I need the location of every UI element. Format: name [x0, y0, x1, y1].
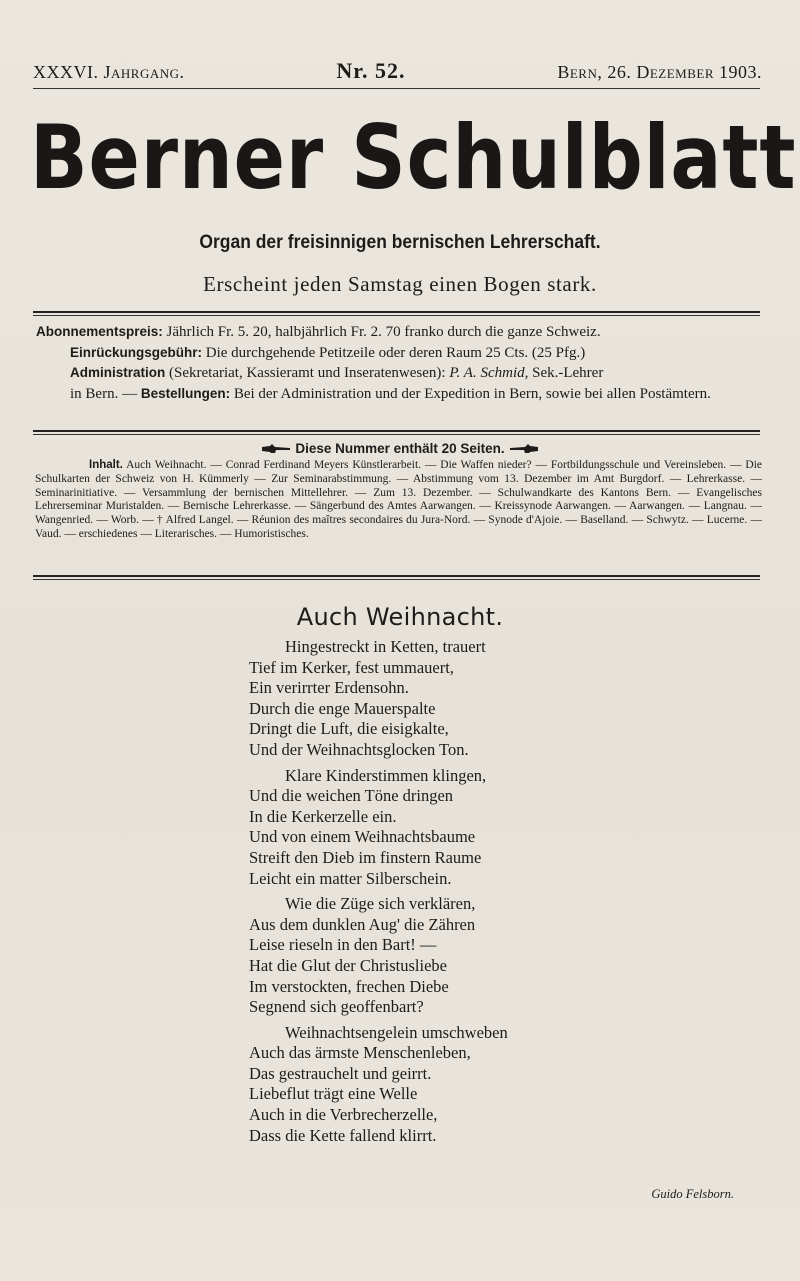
orders-line — [36, 384, 762, 405]
poem-stanza — [249, 1023, 508, 1147]
insertion-fee-label: Einrückungsgebühr: — [70, 344, 203, 360]
administrator-name: P. A. Schmid, — [449, 365, 529, 381]
header-divider-bottom — [33, 315, 760, 316]
administration-text: (Sekretariat, Kassieramt und Inseratenwesen): — [169, 365, 446, 381]
newspaper-subtitle: Organ der freisinnigen bernischen Lehrerschaft. — [199, 232, 601, 253]
poem-line: Und von einem Weihnachtsbaume — [249, 827, 476, 847]
info-divider-top — [33, 430, 760, 432]
poem-author: Guido Felsborn. — [651, 1187, 734, 1201]
contents-divider-bottom — [33, 579, 760, 580]
contents-text: Auch Weihnacht. — Conrad Ferdinand Meyers Künstlerarbeit. — Die Waffen nieder? — Fortbildungsschule und Vereinsleben. — Die Schulkarten der Schweiz von H. Kümmerly — Zur Seminarabstimmung. — Abstimmung vom 13. Dezember im Amt Burgdorf. — Lehrerkasse. — Seminarinitiative. — Versammlung der bernischen Mittellehrer. — Zum 13. Dezember. — Schulwandkarte des Kantons Bern. — Evangelisches Lehrerseminar Muristalden. — Bernische Lehrerkasse. — Sängerbund des Amtes Aarwangen. — Kreissynode Aarwangen. — Aarwangen. — Langnau. — Wangenried. — Worb. — † Alfred Langel. — Réunion des maîtres secondaires du Jura-Nord. — Synode d'Ajoie. — Baselland. — Schwytz. — Lucerne. — Vaud. — erschiedenes — Literarisches. — Humoristisches. — [35, 459, 762, 540]
insertion-fee-text: Die durchgehende Petitzeile oder deren Raum 25 Cts. (25 Pfg.) — [205, 344, 586, 361]
administration-label: Administration — [70, 365, 166, 380]
poem-line: Aus dem dunklen Aug' die Zähren — [249, 914, 476, 934]
poem-line: In die Kerkerzelle ein. — [249, 806, 397, 826]
masthead-line — [33, 58, 762, 84]
poem-line: Auch das ärmste Menschenleben, — [249, 1043, 471, 1063]
masthead-divider — [33, 88, 760, 89]
poem-line: Und die weichen Töne dringen — [249, 786, 454, 806]
orders-label: Bestellungen: — [140, 385, 231, 401]
poem-line: Wie die Züge sich verklären, — [285, 894, 476, 914]
insertion-fee-line — [36, 343, 762, 364]
page-count-text: Diese Nummer enthält 20 Seiten. — [295, 441, 505, 456]
poem-line: Dass die Kette fallend klirrt. — [249, 1125, 437, 1145]
contents-divider-top — [33, 575, 760, 577]
subscription-info — [36, 322, 762, 404]
poem-line: Hingestreckt in Ketten, trauert — [285, 637, 486, 656]
poem-line: Liebeflut trägt eine Welle — [249, 1084, 418, 1104]
place-date: Bern, 26. Dezember 1903. — [557, 62, 762, 82]
info-divider-bottom — [33, 434, 760, 435]
pointing-hand-left-icon — [508, 444, 538, 454]
administration-place: in Bern. — — [70, 385, 138, 402]
issue-number: Nr. 52. — [336, 58, 406, 83]
poem-line: Hat die Glut der Christusliebe — [249, 955, 447, 975]
subscription-price-line — [36, 322, 762, 343]
poem-line: Und der Weihnachtsglocken Ton. — [249, 739, 469, 759]
orders-text: Bei der Administration und der Expedition in Bern, sowie bei allen Postämtern. — [233, 385, 711, 402]
poem-line: Weihnachtsengelein umschweben — [285, 1022, 508, 1042]
subscription-price-label: Abonnementspreis: — [36, 324, 163, 339]
poem-line: Im verstockten, frechen Diebe — [249, 976, 449, 996]
page-count-notice — [0, 441, 800, 456]
poem-line: Segnend sich geoffenbart? — [249, 997, 424, 1017]
poem-line: Auch in die Verbrecherzelle, — [249, 1105, 438, 1125]
newspaper-title: Berner Schulblatt — [30, 106, 797, 209]
publication-frequency: Erscheint jeden Samstag einen Bogen stark. — [203, 272, 597, 296]
poem-stanza — [249, 766, 508, 890]
poem-line: Tief im Kerker, fest ummauert, — [249, 657, 454, 677]
administration-line — [36, 363, 762, 384]
subscription-price-text: Jährlich Fr. 5. 20, halbjährlich Fr. 2. 70 franko durch die ganze Schweiz. — [166, 324, 601, 340]
contents-label: Inhalt. — [89, 459, 123, 471]
poem-line: Leicht ein matter Silberschein. — [249, 868, 452, 888]
poem-line: Klare Kinderstimmen klingen, — [285, 765, 487, 785]
poem-line: Durch die enge Mauerspalte — [249, 698, 436, 718]
poem-line: Streift den Dieb im finstern Raume — [249, 847, 482, 867]
pointing-hand-right-icon — [262, 444, 292, 454]
poem-title: Auch Weihnacht. — [296, 603, 504, 631]
table-of-contents — [35, 459, 762, 542]
poem-line: Das gestrauchelt und geirrt. — [249, 1063, 432, 1083]
poem-line: Ein verirrter Erdensohn. — [249, 678, 409, 698]
header-divider-top — [33, 311, 760, 313]
poem-line: Dringt die Luft, die eisigkalte, — [249, 719, 449, 739]
poem-line: Leise rieseln in den Bart! — — [249, 935, 437, 955]
poem-stanza — [249, 894, 508, 1018]
poem — [249, 637, 508, 1151]
volume-label: XXXVI. Jahrgang. — [33, 62, 185, 82]
poem-stanza — [249, 637, 508, 761]
administrator-role: Sek.-Lehrer — [532, 365, 604, 381]
